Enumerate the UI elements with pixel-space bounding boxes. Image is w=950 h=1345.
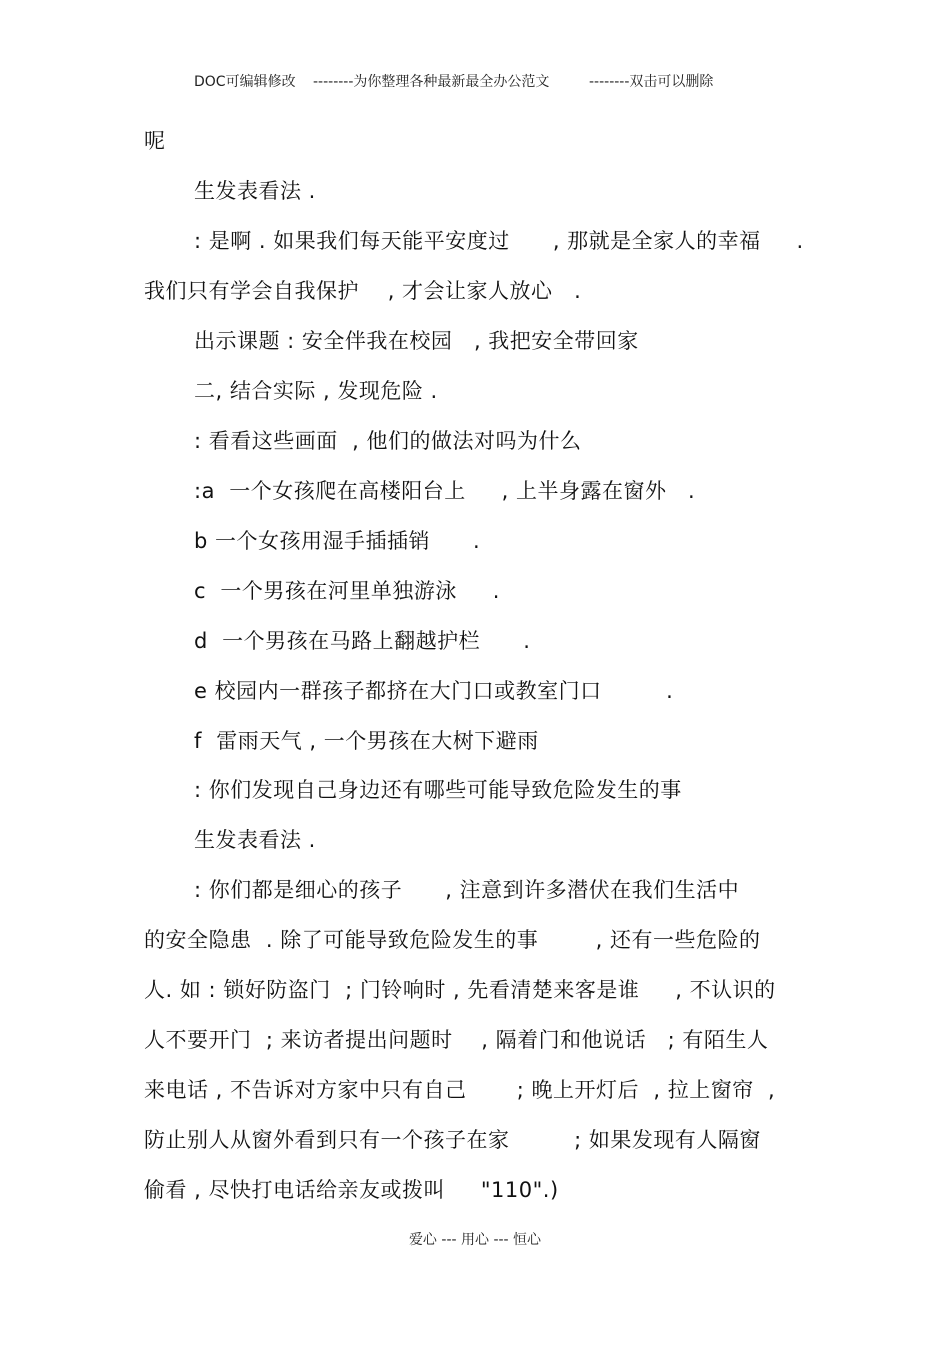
text-line: 我们只有学会自我保护 , 才会让家人放心 . <box>144 279 582 303</box>
text-line: : 是啊 . 如果我们每天能平安度过 , 那就是全家人的幸福 . <box>194 229 804 253</box>
text-line: 出示课题 : 安全伴我在校园 , 我把安全带回家 <box>194 329 639 353</box>
list-item: d 一个男孩在马路上翻越护栏 . <box>194 629 531 653</box>
list-item: :a 一个女孩爬在高楼阳台上 , 上半身露在窗外 . <box>194 479 696 503</box>
text-line: : 你们发现自己身边还有哪些可能导致危险发生的事 <box>194 778 682 802</box>
list-item: b 一个女孩用湿手插插销 . <box>194 529 481 553</box>
list-item: c 一个男孩在河里单独游泳 . <box>194 579 500 603</box>
text-line: 的安全隐患 . 除了可能导致危险发生的事 , 还有一些危险的 <box>144 928 761 952</box>
text-line: : 看看这些画面 , 他们的做法对吗为什么 <box>194 429 582 453</box>
header-left-text: DOC可编辑修改 <box>194 74 296 90</box>
text-line: 人不要开门 ; 来访者提出问题时 , 隔着门和他说话 ; 有陌生人 <box>144 1028 769 1052</box>
text-line: 生发表看法 . <box>194 828 316 852</box>
text-line: 人. 如 : 锁好防盗门 ; 门铃响时 , 先看清楚来客是谁 , 不认识的 <box>144 978 776 1002</box>
header-middle-text: --------为你整理各种最新最全办公范文 <box>313 74 550 90</box>
text-line: : 你们都是细心的孩子 , 注意到许多潜伏在我们生活中 <box>194 878 740 902</box>
text-line: 防止别人从窗外看到只有一个孩子在家 ; 如果发现有人隔窗 <box>144 1128 761 1152</box>
page-header <box>0 71 950 135</box>
list-item: f 雷雨天气 , 一个男孩在大树下避雨 <box>194 729 539 753</box>
text-line: 来电话 , 不告诉对方家中只有自己 ; 晚上开灯后 , 拉上窗帘 , <box>144 1078 776 1102</box>
page-footer: 爱心 --- 用心 --- 恒心 <box>408 1232 542 1248</box>
list-item: e 校园内一群孩子都挤在大门口或教室门口 . <box>194 679 674 703</box>
text-line: 呢 <box>144 129 166 153</box>
section-heading: 二, 结合实际 , 发现危险 . <box>194 379 438 403</box>
text-line: 偷看 , 尽快打电话给亲友或拨叫 "110".) <box>144 1178 559 1202</box>
text-line: 生发表看法 . <box>194 179 316 203</box>
header-right-text: --------双击可以删除 <box>589 74 714 90</box>
